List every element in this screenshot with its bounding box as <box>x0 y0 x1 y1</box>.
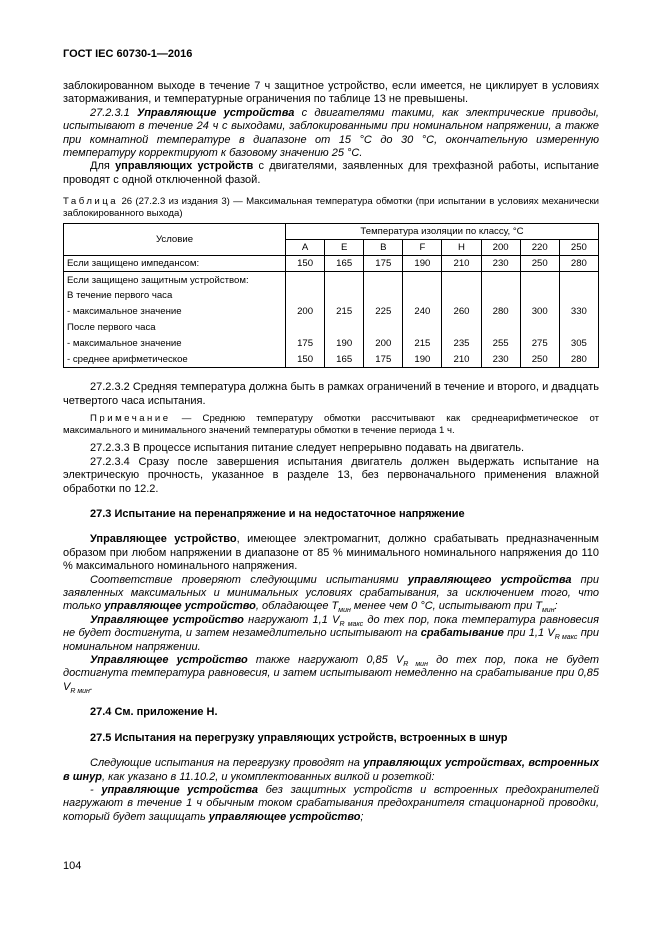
table-row <box>64 336 599 352</box>
table-cell <box>403 288 442 304</box>
table-cell: 230 <box>481 352 520 368</box>
table-cell: 230 <box>481 256 520 272</box>
table-cell <box>286 288 325 304</box>
document-header: ГОСТ IEC 60730-1—2016 <box>63 48 193 60</box>
table-cell: 240 <box>403 304 442 320</box>
table-row <box>64 272 599 288</box>
table-cell: 215 <box>403 336 442 352</box>
table-cell: 165 <box>325 256 364 272</box>
paragraph-27-2-3-1: 27.2.3.1 Управляющие устройства с двигателями такими, как электрические приводы, испытывают в течение 24 ч с выходами, заблокированными при номинальном напряжении, а также при комнатной температуре в диапазоне от 15 °С до 30 °С, окончательную измеренную температуру корректируют к базовому значению 25 °С. <box>63 106 599 160</box>
paragraph-27-2-3-4: 27.2.3.4 Сразу после завершения испытания двигатель должен выдержать испытание на электрическую прочность, указанное в разделе 13, без первоначального применения влажной обработки по 12.2. <box>63 455 599 495</box>
table-cell <box>286 320 325 336</box>
table-cell: 175 <box>286 336 325 352</box>
table-cell <box>559 288 598 304</box>
paragraph-three-phase: Для управляющих устройств с двигателями, заявленных для трехфазной работы, испытание проводят с одной отключенной фазой. <box>63 160 599 186</box>
table-cell <box>286 272 325 288</box>
table-cell: - максимальное значение <box>64 336 286 352</box>
section-heading-27-5: 27.5 Испытания на перегрузку управляющих устройств, встроенных в шнур <box>90 731 508 744</box>
table-cell <box>325 288 364 304</box>
table-cell: 150 <box>286 256 325 272</box>
table-header-row <box>64 224 599 240</box>
table-cell: В течение первого часа <box>64 288 286 304</box>
table-cell: 200 <box>364 336 403 352</box>
table-cell: 200 <box>286 304 325 320</box>
paragraph-27-2-3-2: 27.2.3.2 Средняя температура должна быть в рамках ограничений в течение и второго, и двадцать четвертого часа испытания. <box>63 381 599 407</box>
table-cell: 210 <box>442 352 481 368</box>
table-cell: 280 <box>559 352 598 368</box>
table-cell: - максимальное значение <box>64 304 286 320</box>
table-cell: 275 <box>520 336 559 352</box>
table-cell <box>520 272 559 288</box>
table-header-cell: А <box>286 240 325 256</box>
table-cell: 280 <box>481 304 520 320</box>
table-header-cell: 200 <box>481 240 520 256</box>
table-cell: 250 <box>520 256 559 272</box>
table-cell <box>403 272 442 288</box>
table-cell <box>442 288 481 304</box>
paragraph-27-2-3-3: 27.2.3.3 В процессе испытания питание следует непрерывно подавать на двигатель. <box>90 442 525 455</box>
table-cell: - среднее арифметическое <box>64 352 286 368</box>
table-header-cell: Е <box>325 240 364 256</box>
table-cell: 190 <box>403 256 442 272</box>
table-26 <box>63 223 599 368</box>
table-row <box>64 256 599 272</box>
paragraph-cord-tests-intro: Следующие испытания на перегрузку проводят на управляющих устройствах, встроенных в шнур, как указано в 11.10.2, и укомплектованных вилкой и розеткой: <box>63 757 600 783</box>
table-cell: После первого часа <box>64 320 286 336</box>
table-cell <box>442 320 481 336</box>
section-heading-27-4: 27.4 См. приложение Н. <box>90 706 218 719</box>
table-header-cell: 220 <box>520 240 559 256</box>
table-cell <box>481 288 520 304</box>
page-number: 104 <box>63 860 82 872</box>
table-header-cell: F <box>403 240 442 256</box>
table-cell <box>403 320 442 336</box>
table-cell <box>364 272 403 288</box>
table-cell <box>442 272 481 288</box>
table-header-cell: 250 <box>559 240 598 256</box>
table-cell: 175 <box>364 256 403 272</box>
table-cell: 330 <box>559 304 598 320</box>
table-cell: Если защищено импедансом: <box>64 256 286 272</box>
table-cell: 250 <box>520 352 559 368</box>
paragraph-overvoltage-test: Управляющее устройство нагружают 1,1 $V_{R макс}$ до тех пор, пока температура равновесия не будет достигнута, и затем незамедлительно испытывают на срабатывание при 1,1 $V_{R макс}$ при номинальном напряжении. <box>63 613 600 653</box>
table-cell: 210 <box>442 256 481 272</box>
paragraph-cord-tests-item: - управляющие устройства без защитных устройств и встроенных предохранителей нагружают в течение 1 ч обычным током срабатывания предохранителя стационарной проводки, который будет защищать управляющее устройство; <box>63 783 599 823</box>
table-row <box>64 352 599 368</box>
table-cell: Если защищено защитным устройством: <box>64 272 286 288</box>
table-cell <box>325 320 364 336</box>
table-header-cell: Н <box>442 240 481 256</box>
table-cell: 300 <box>520 304 559 320</box>
table-cell: 175 <box>364 352 403 368</box>
document-body <box>63 80 599 824</box>
table-row <box>64 320 599 336</box>
table-cell <box>520 288 559 304</box>
table-header-cell: В <box>364 240 403 256</box>
table-cell: 235 <box>442 336 481 352</box>
table-cell <box>364 288 403 304</box>
table-cell <box>559 272 598 288</box>
paragraph-continuation: заблокированном выходе в течение 7 ч защитное устройство, если имеется, не циклирует в условиях затормаживания, и температурные ограничения по таблице 13 не превышены. <box>63 80 599 106</box>
table-cell: 225 <box>364 304 403 320</box>
note: Примечание — Среднюю температуру обмотки рассчитывают как среднеарифметическое от максимального и минимального значений температуры обмотки в течение периода 1 ч. <box>63 413 599 437</box>
section-heading-27-3: 27.3 Испытание на перенапряжение и на недостаточное напряжение <box>90 508 465 520</box>
table-row <box>64 288 599 304</box>
table-header-cell: Температура изоляции по классу, °С <box>286 224 599 240</box>
paragraph-undervoltage-test: Управляющее устройство также нагружают 0,85 $V_{R мин}$ до тех пор, пока не будет достигнута температура равновесия, и затем испытывают немедленно на срабатывание при 0,85 $V_{R мин}$. <box>63 654 600 696</box>
paragraph-electromagnet: Управляющее устройство, имеющее электромагнит, должно срабатывать предназначенным образом при любом напряжении в диапазоне от 85 % минимального номинального напряжения до 110 % максимального номинального напряжения. <box>63 533 599 573</box>
table-cell: 215 <box>325 304 364 320</box>
table-cell: 280 <box>559 256 598 272</box>
table-cell <box>520 320 559 336</box>
table-cell <box>325 272 364 288</box>
table-caption: Таблица 26 (27.2.3 из издания 3) — Максимальная температура обмотки (при испытании в условиях механически заблокированного выхода) <box>63 196 599 220</box>
table-cell <box>559 320 598 336</box>
table-cell <box>364 320 403 336</box>
table-cell <box>481 320 520 336</box>
table-cell: 190 <box>403 352 442 368</box>
table-cell <box>481 272 520 288</box>
table-cell: 165 <box>325 352 364 368</box>
table-header-cell: Условие <box>64 224 286 256</box>
table-row <box>64 304 599 320</box>
table-cell: 150 <box>286 352 325 368</box>
table-cell: 255 <box>481 336 520 352</box>
table-cell: 190 <box>325 336 364 352</box>
table-cell: 305 <box>559 336 598 352</box>
paragraph-compliance: Соответствие проверяют следующими испытаниями управляющего устройства при заявленных максимальных и минимальных условиях срабатывания, за исключением того, что только управляющее устройство, обладающее $T_{мин}$ менее чем 0 °С, испытывают при $T_{мин}$: <box>63 573 599 615</box>
table-cell: 260 <box>442 304 481 320</box>
